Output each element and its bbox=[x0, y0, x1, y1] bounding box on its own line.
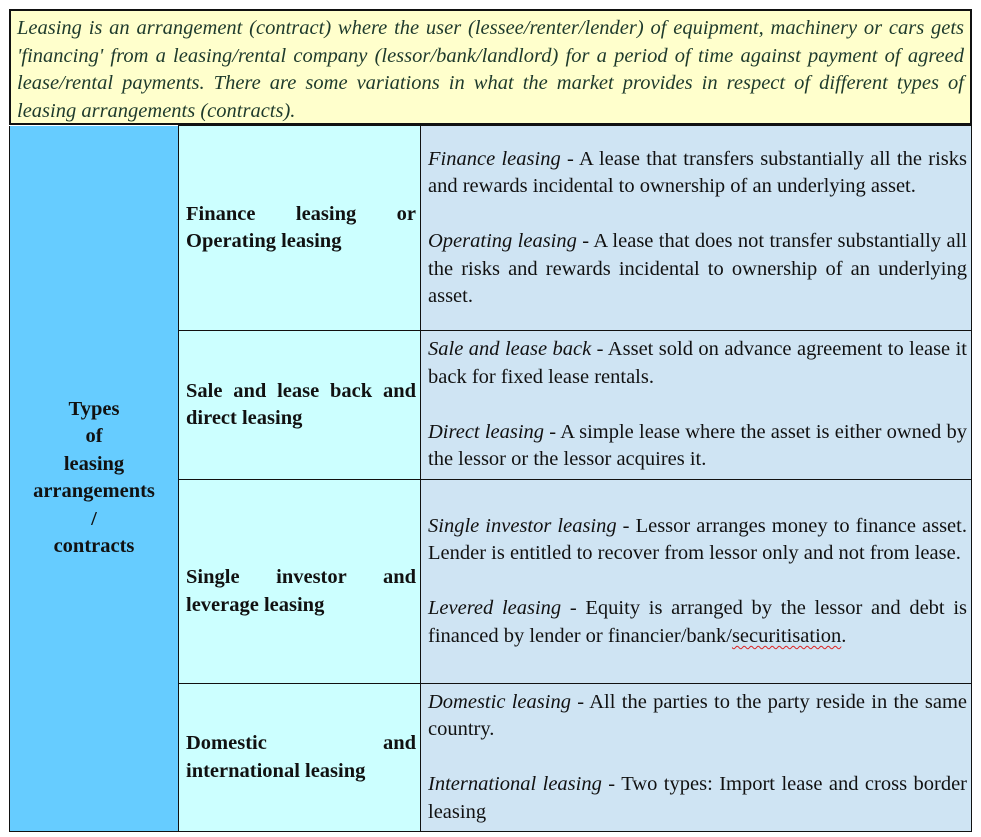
definition-operating-leasing bbox=[428, 228, 967, 311]
category-label-line: / bbox=[91, 507, 97, 530]
lease-type-single-leverage: Single investor and leverage leasing bbox=[179, 480, 421, 684]
leasing-types-table bbox=[9, 125, 972, 832]
lease-description-cell bbox=[421, 684, 972, 832]
term: Domestic leasing bbox=[428, 690, 571, 713]
category-label-line: Types bbox=[68, 397, 120, 420]
term: Direct leasing bbox=[428, 420, 545, 443]
lease-type-sale-direct: Sale and lease back and direct leasing bbox=[179, 331, 421, 480]
term: Levered leasing bbox=[428, 597, 562, 620]
intro-paragraph: Leasing is an arrangement (contract) where the user (lessee/renter/lender) of equipment, machinery or cars gets 'financing' from a leasing/rental company (lessor/bank/landlord) for a period of time against payment of agreed lease/rental payments. There are some variations in what the market provides in respect of different types of leasing arrangements (contracts). bbox=[9, 9, 972, 125]
definition-international-leasing bbox=[428, 771, 967, 826]
lease-type-domestic-international: Domestic and international leasing bbox=[179, 684, 421, 832]
definition-text-end: . bbox=[841, 624, 847, 647]
term: Sale and lease back bbox=[428, 338, 592, 361]
category-label-line: arrangements bbox=[33, 480, 155, 503]
definition-text: - Asset sold on advance agreement to lease it back for fixed lease rentals. bbox=[428, 338, 967, 388]
lease-description-cell bbox=[421, 480, 972, 684]
category-label-line: leasing bbox=[63, 452, 125, 475]
lease-description-cell bbox=[421, 331, 972, 480]
definition-sale-lease-back bbox=[428, 336, 967, 391]
term: Operating leasing bbox=[428, 230, 577, 252]
table-row bbox=[10, 126, 972, 331]
category-cell bbox=[10, 126, 179, 832]
term: Finance leasing bbox=[428, 147, 561, 170]
definition-text: - A simple lease where the asset is either owned by the lessor or the lessor acquires it. bbox=[428, 420, 968, 471]
definition-finance-leasing bbox=[428, 146, 967, 201]
definition-levered-leasing bbox=[428, 595, 967, 650]
definition-text: - Equity is arranged by the lessor and debt is financed by lender or financier/bank/ bbox=[428, 597, 967, 647]
category-label-line: of bbox=[85, 425, 103, 448]
definition-text: - Two types: Import lease and cross border leasing bbox=[428, 773, 967, 823]
definition-single-investor-leasing bbox=[428, 513, 967, 568]
lease-description-cell bbox=[421, 126, 972, 331]
definition-text: - A lease that does not transfer substantially all the risks and rewards incidental to ownership of an underlying asset. bbox=[428, 230, 967, 307]
definition-direct-leasing bbox=[428, 419, 967, 474]
definition-text: - Lessor arranges money to finance asset. Lender is entitled to recover from lessor only and not from lease. bbox=[428, 514, 967, 565]
leasing-document bbox=[9, 9, 972, 832]
category-label-line: contracts bbox=[53, 535, 135, 558]
term: International leasing bbox=[428, 773, 602, 796]
term: Single investor leasing bbox=[428, 514, 617, 537]
spellcheck-flagged-word[interactable]: securitisation bbox=[731, 624, 842, 647]
definition-domestic-leasing bbox=[428, 689, 967, 744]
definition-text: - All the parties to the party reside in the same country. bbox=[428, 690, 967, 741]
definition-text: - A lease that transfers substantially all the risks and rewards incidental to ownership of an underlying asset. bbox=[428, 147, 967, 197]
lease-type-finance-operating: Finance leasing or Operating leasing bbox=[179, 126, 421, 331]
